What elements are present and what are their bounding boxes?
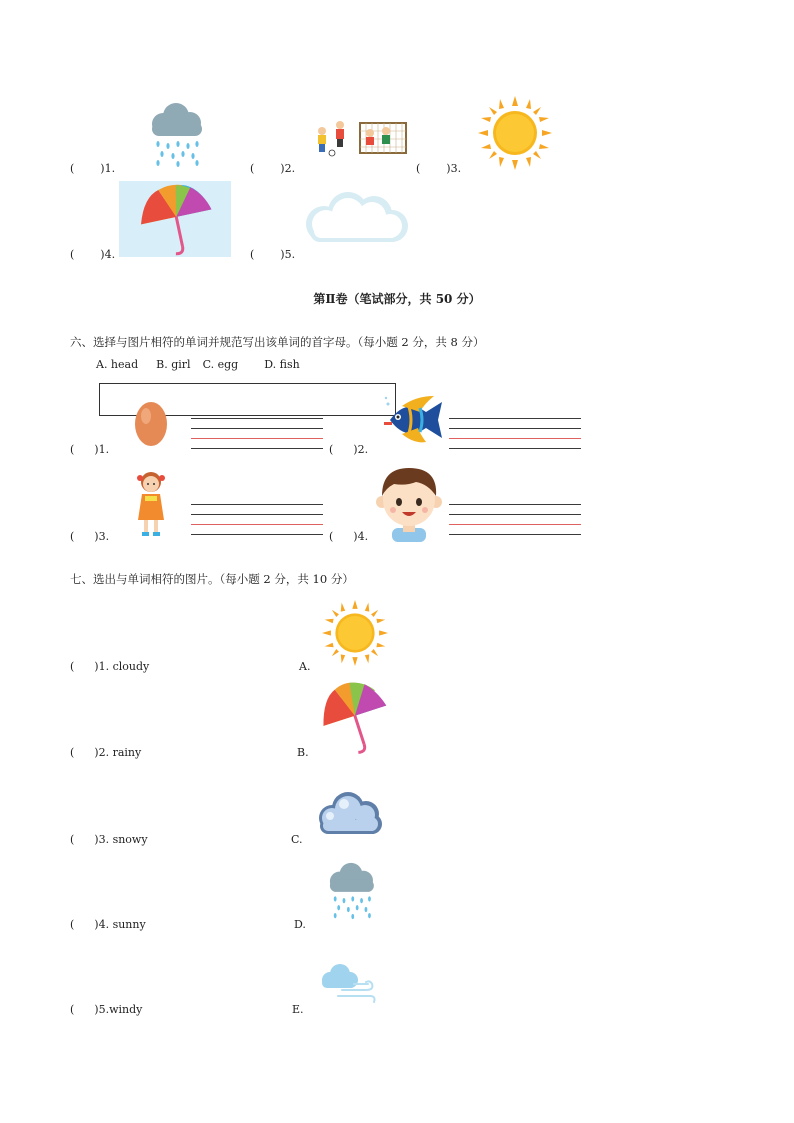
egg-icon	[133, 396, 169, 448]
boy-head-icon	[376, 464, 442, 542]
section7-title: 七、选出与单词相符的图片。（每小题 2 分，共 10 分）	[70, 572, 354, 586]
option-a: A. head	[96, 358, 139, 371]
s7-word-3: ( )3. snowy	[70, 833, 148, 846]
writing-lines-2[interactable]	[449, 418, 581, 452]
writing-lines-1[interactable]	[191, 418, 323, 452]
option-b: B. girl	[156, 358, 191, 371]
cloud-icon	[296, 192, 412, 246]
girl-icon	[134, 470, 168, 538]
s7-word-2: ( )2. rainy	[70, 746, 142, 759]
s6-q4-label: ( )4.	[329, 530, 369, 543]
s7-word-5: ( )5.windy	[70, 1003, 143, 1016]
umbrella-icon	[318, 680, 388, 756]
fish-icon	[380, 390, 444, 450]
sun-icon	[322, 600, 388, 666]
q1-label: ( )1.	[70, 162, 116, 175]
section6-title: 六、选择与图片相符的单词并规范写出该单词的首字母。（每小题 2 分，共 8 分）	[70, 335, 485, 349]
option-c: C. egg	[202, 358, 239, 371]
q4-label: ( )4.	[70, 248, 116, 261]
rain-cloud-icon	[146, 102, 206, 168]
q5-label: ( )5.	[250, 248, 296, 261]
s7-letter-a: A.	[299, 660, 311, 673]
part2-title: 第Ⅱ卷（笔试部分，共 50 分）	[313, 292, 481, 306]
s7-letter-e: E.	[292, 1003, 304, 1016]
s7-word-1: ( )1. cloudy	[70, 660, 150, 673]
q2-label: ( )2.	[250, 162, 296, 175]
q3-label: ( )3.	[416, 162, 462, 175]
sun-icon	[478, 96, 552, 170]
section6-options	[96, 358, 300, 372]
s7-letter-b: B.	[297, 746, 309, 759]
kids-playing-icon	[310, 119, 410, 159]
s7-letter-c: C.	[291, 833, 303, 846]
wind-cloud-icon	[318, 962, 378, 1006]
s7-letter-d: D.	[294, 918, 306, 931]
s6-q2-label: ( )2.	[329, 443, 369, 456]
s6-q3-label: ( )3.	[70, 530, 110, 543]
writing-lines-4[interactable]	[449, 504, 581, 538]
cloud-icon	[314, 790, 384, 840]
umbrella-icon	[119, 181, 231, 257]
option-d: D. fish	[264, 358, 300, 371]
writing-lines-3[interactable]	[191, 504, 323, 538]
s6-q1-label: ( )1.	[70, 443, 110, 456]
s7-word-4: ( )4. sunny	[70, 918, 146, 931]
rain-cloud-icon	[323, 862, 379, 920]
